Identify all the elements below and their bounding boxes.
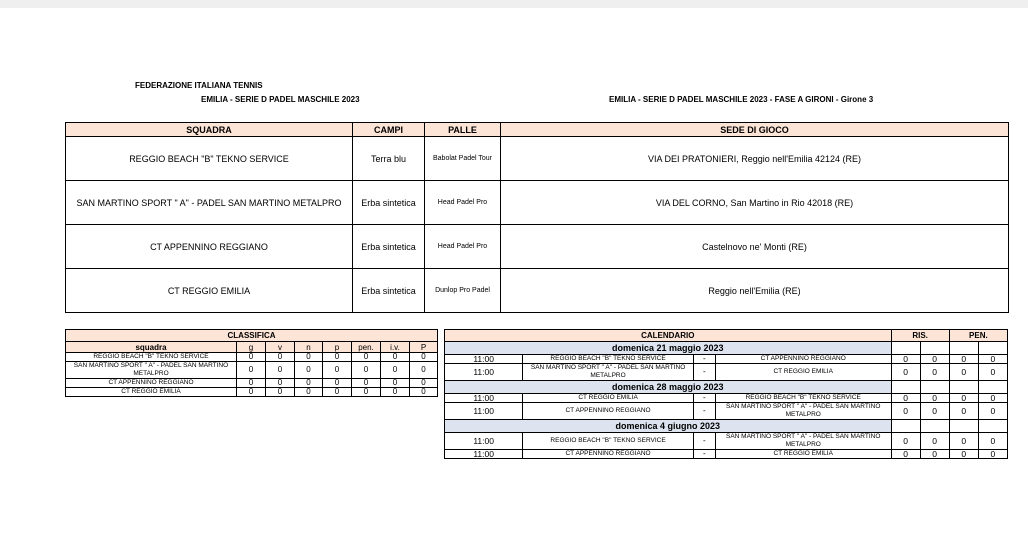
classifica-table bbox=[65, 329, 438, 397]
empty-cell bbox=[978, 381, 1007, 394]
classifica-value: 0 bbox=[352, 362, 381, 379]
match-row bbox=[445, 394, 1008, 403]
classifica-value: 0 bbox=[237, 362, 266, 379]
classifica-value: 0 bbox=[323, 362, 352, 379]
empty-cell bbox=[891, 381, 920, 394]
match-ris-home: 0 bbox=[891, 394, 920, 403]
classifica-value: 0 bbox=[381, 379, 410, 388]
classifica-row bbox=[66, 353, 438, 362]
match-away: CT REGGIO EMILIA bbox=[715, 364, 891, 381]
match-pen-home: 0 bbox=[949, 450, 978, 459]
classifica-value: 0 bbox=[266, 379, 295, 388]
empty-cell bbox=[891, 342, 920, 355]
match-pen-home: 0 bbox=[949, 355, 978, 364]
cls-header-squadra: squadra bbox=[66, 342, 237, 353]
cls-header-points: P bbox=[410, 342, 438, 353]
classifica-value: 0 bbox=[381, 388, 410, 397]
match-separator: - bbox=[693, 394, 715, 403]
classifica-value: 0 bbox=[381, 362, 410, 379]
empty-cell bbox=[920, 381, 949, 394]
teams-header-row bbox=[66, 123, 1009, 137]
ris-header: RIS. bbox=[891, 330, 949, 342]
match-home: CT REGGIO EMILIA bbox=[523, 394, 694, 403]
team-campi: Erba sintetica bbox=[353, 269, 425, 313]
match-time: 11:00 bbox=[445, 433, 523, 450]
match-pen-home: 0 bbox=[949, 433, 978, 450]
match-pen-away: 0 bbox=[978, 355, 1007, 364]
team-campi: Terra blu bbox=[353, 137, 425, 181]
match-away: SAN MARTINO SPORT " A" - PADEL SAN MARTINO METALPRO bbox=[715, 403, 891, 420]
match-time: 11:00 bbox=[445, 450, 523, 459]
classifica-value: 0 bbox=[352, 379, 381, 388]
team-palle: Dunlop Pro Padel bbox=[425, 269, 501, 313]
classifica-team: SAN MARTINO SPORT " A" - PADEL SAN MARTINO METALPRO bbox=[66, 362, 237, 379]
match-row bbox=[445, 403, 1008, 420]
match-ris-home: 0 bbox=[891, 364, 920, 381]
match-ris-away: 0 bbox=[920, 450, 949, 459]
match-row bbox=[445, 364, 1008, 381]
match-ris-away: 0 bbox=[920, 433, 949, 450]
empty-cell bbox=[978, 420, 1007, 433]
classifica-title: CLASSIFICA bbox=[66, 330, 438, 342]
match-ris-home: 0 bbox=[891, 433, 920, 450]
team-row bbox=[66, 269, 1009, 313]
match-home: CT APPENNINO REGGIANO bbox=[523, 450, 694, 459]
empty-cell bbox=[949, 342, 978, 355]
cls-header-iv: i.v. bbox=[381, 342, 410, 353]
phase-title: EMILIA - SERIE D PADEL MASCHILE 2023 - FASE A GIRONI - Girone 3 bbox=[609, 95, 874, 104]
team-sede: VIA DEL CORNO, San Martino in Rio 42018 (RE) bbox=[501, 181, 1009, 225]
classifica-value: 0 bbox=[266, 388, 295, 397]
classifica-value: 0 bbox=[266, 362, 295, 379]
match-home: CT APPENNINO REGGIANO bbox=[523, 403, 694, 420]
match-pen-away: 0 bbox=[978, 433, 1007, 450]
cls-header-n: n bbox=[295, 342, 323, 353]
classifica-team: CT REGGIO EMILIA bbox=[66, 388, 237, 397]
classifica-row bbox=[66, 379, 438, 388]
federation-title: FEDERAZIONE ITALIANA TENNIS bbox=[135, 81, 263, 90]
classifica-value: 0 bbox=[410, 388, 438, 397]
classifica-value: 0 bbox=[410, 379, 438, 388]
empty-cell bbox=[949, 420, 978, 433]
match-pen-away: 0 bbox=[978, 403, 1007, 420]
classifica-value: 0 bbox=[352, 388, 381, 397]
classifica-value: 0 bbox=[295, 388, 323, 397]
team-palle: Babolat Padel Tour bbox=[425, 137, 501, 181]
classifica-value: 0 bbox=[237, 379, 266, 388]
team-campi: Erba sintetica bbox=[353, 225, 425, 269]
match-separator: - bbox=[693, 364, 715, 381]
classifica-value: 0 bbox=[323, 388, 352, 397]
match-separator: - bbox=[693, 450, 715, 459]
match-time: 11:00 bbox=[445, 394, 523, 403]
match-pen-away: 0 bbox=[978, 394, 1007, 403]
match-time: 11:00 bbox=[445, 364, 523, 381]
round-date-row bbox=[445, 381, 1008, 394]
cls-header-p: p bbox=[323, 342, 352, 353]
match-away: SAN MARTINO SPORT " A" - PADEL SAN MARTINO METALPRO bbox=[715, 433, 891, 450]
classifica-value: 0 bbox=[295, 353, 323, 362]
team-sede: Reggio nell'Emilia (RE) bbox=[501, 269, 1009, 313]
match-home: REGGIO BEACH "B" TEKNO SERVICE bbox=[523, 355, 694, 364]
match-row bbox=[445, 450, 1008, 459]
cls-header-v: v bbox=[266, 342, 295, 353]
match-ris-home: 0 bbox=[891, 450, 920, 459]
classifica-team: REGGIO BEACH "B" TEKNO SERVICE bbox=[66, 353, 237, 362]
classifica-value: 0 bbox=[237, 388, 266, 397]
classifica-value: 0 bbox=[323, 379, 352, 388]
classifica-value: 0 bbox=[266, 353, 295, 362]
calendario-table bbox=[444, 329, 1008, 459]
match-pen-home: 0 bbox=[949, 364, 978, 381]
pen-header: PEN. bbox=[949, 330, 1007, 342]
match-ris-away: 0 bbox=[920, 394, 949, 403]
match-row bbox=[445, 433, 1008, 450]
match-away: CT REGGIO EMILIA bbox=[715, 450, 891, 459]
classifica-value: 0 bbox=[323, 353, 352, 362]
match-separator: - bbox=[693, 355, 715, 364]
classifica-value: 0 bbox=[352, 353, 381, 362]
match-ris-home: 0 bbox=[891, 355, 920, 364]
header-sede: SEDE DI GIOCO bbox=[501, 123, 1009, 137]
classifica-row bbox=[66, 362, 438, 379]
league-title: EMILIA - SERIE D PADEL MASCHILE 2023 bbox=[201, 95, 360, 104]
calendario-title: CALENDARIO bbox=[445, 330, 892, 342]
match-time: 11:00 bbox=[445, 355, 523, 364]
teams-table bbox=[65, 122, 1009, 313]
round-date-row bbox=[445, 342, 1008, 355]
cls-header-g: g bbox=[237, 342, 266, 353]
team-row bbox=[66, 225, 1009, 269]
match-pen-home: 0 bbox=[949, 403, 978, 420]
header-palle: PALLE bbox=[425, 123, 501, 137]
classifica-value: 0 bbox=[237, 353, 266, 362]
team-name: SAN MARTINO SPORT " A" - PADEL SAN MARTINO METALPRO bbox=[66, 181, 353, 225]
match-ris-away: 0 bbox=[920, 403, 949, 420]
classifica-value: 0 bbox=[381, 353, 410, 362]
top-bar bbox=[0, 0, 1028, 8]
empty-cell bbox=[949, 381, 978, 394]
match-time: 11:00 bbox=[445, 403, 523, 420]
team-palle: Head Padel Pro bbox=[425, 225, 501, 269]
header-campi: CAMPI bbox=[353, 123, 425, 137]
team-row bbox=[66, 181, 1009, 225]
classifica-value: 0 bbox=[295, 379, 323, 388]
round-date: domenica 21 maggio 2023 bbox=[445, 342, 892, 355]
header-squadra: SQUADRA bbox=[66, 123, 353, 137]
team-name: CT APPENNINO REGGIANO bbox=[66, 225, 353, 269]
match-row bbox=[445, 355, 1008, 364]
round-date-row bbox=[445, 420, 1008, 433]
match-pen-away: 0 bbox=[978, 450, 1007, 459]
team-palle: Head Padel Pro bbox=[425, 181, 501, 225]
match-away: CT APPENNINO REGGIANO bbox=[715, 355, 891, 364]
team-sede: Castelnovo ne' Monti (RE) bbox=[501, 225, 1009, 269]
classifica-value: 0 bbox=[410, 353, 438, 362]
match-pen-home: 0 bbox=[949, 394, 978, 403]
classifica-value: 0 bbox=[410, 362, 438, 379]
classifica-row bbox=[66, 388, 438, 397]
match-away: REGGIO BEACH "B" TEKNO SERVICE bbox=[715, 394, 891, 403]
team-row bbox=[66, 137, 1009, 181]
team-name: REGGIO BEACH "B" TEKNO SERVICE bbox=[66, 137, 353, 181]
cls-header-pen: pen. bbox=[352, 342, 381, 353]
match-ris-home: 0 bbox=[891, 403, 920, 420]
match-separator: - bbox=[693, 403, 715, 420]
classifica-header-row bbox=[66, 342, 438, 353]
empty-cell bbox=[920, 342, 949, 355]
team-campi: Erba sintetica bbox=[353, 181, 425, 225]
match-ris-away: 0 bbox=[920, 364, 949, 381]
classifica-value: 0 bbox=[295, 362, 323, 379]
match-separator: - bbox=[693, 433, 715, 450]
classifica-team: CT APPENNINO REGGIANO bbox=[66, 379, 237, 388]
team-name: CT REGGIO EMILIA bbox=[66, 269, 353, 313]
team-sede: VIA DEI PRATONIERI, Reggio nell'Emilia 42124 (RE) bbox=[501, 137, 1009, 181]
match-ris-away: 0 bbox=[920, 355, 949, 364]
empty-cell bbox=[920, 420, 949, 433]
round-date: domenica 28 maggio 2023 bbox=[445, 381, 892, 394]
round-date: domenica 4 giugno 2023 bbox=[445, 420, 892, 433]
empty-cell bbox=[978, 342, 1007, 355]
match-home: SAN MARTINO SPORT " A" - PADEL SAN MARTINO METALPRO bbox=[523, 364, 694, 381]
match-pen-away: 0 bbox=[978, 364, 1007, 381]
empty-cell bbox=[891, 420, 920, 433]
match-home: REGGIO BEACH "B" TEKNO SERVICE bbox=[523, 433, 694, 450]
